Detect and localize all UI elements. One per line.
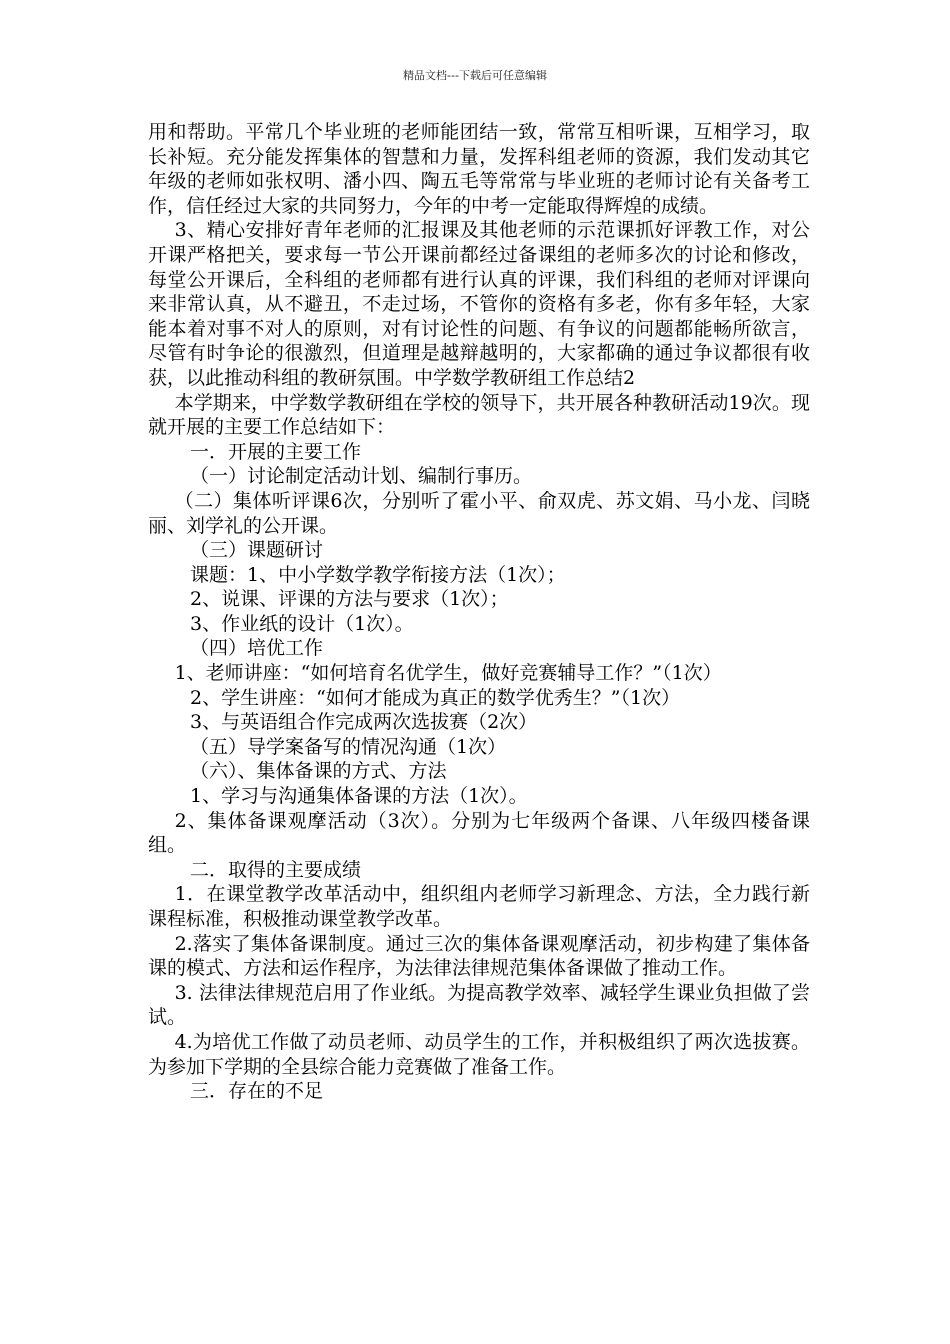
list-item: 课题：1、中小学数学教学衔接方法（1次）； xyxy=(190,563,566,586)
list-item: 3、作业纸的设计（1次）。 xyxy=(190,612,414,635)
section-heading: 一．开展的主要工作 xyxy=(190,440,362,463)
list-item: 1、学习与沟通集体备课的方法（1次）。 xyxy=(190,785,528,808)
page-header: 精品文档---下载后可任意编辑 xyxy=(403,69,547,82)
list-item: 3、与英语组合作完成两次选拔赛（2次） xyxy=(190,711,538,734)
section-heading: 三．存在的不足 xyxy=(190,1080,324,1103)
section-heading: 二．取得的主要成绩 xyxy=(190,858,362,881)
list-item: （三）课题研讨 xyxy=(190,539,324,562)
paragraph: 4.为培优工作做了动员老师、动员学生的工作，并积极组织了两次选拔赛。为参加下学期的全县综合能力竞赛做了准备工作。 xyxy=(148,1030,810,1078)
list-item: 2、学生讲座：“如何才能成为真正的数学优秀生？”（1次） xyxy=(190,686,681,709)
document-body xyxy=(148,120,810,1104)
paragraph: 3、精心安排好青年老师的汇报课及其他老师的示范课抓好评教工作，对公开课严格把关，要求每一节公开课前都经过备课组的老师多次的讨论和修改，每堂公开课后，全科组的老师都有进行认真的评课，我们科组的老师对评课向来非常认真，从不避丑，不走过场，不管你的资格有多老，你有多年轻，大家能本着对事不对人的原则，对有讨论性的问题、有争议的问题都能畅所欲言，尽管有时争论的很激烈，但道理是越辩越明的，大家都确的通过争议都很有收获，以此推动科组的教研氛围。中学数学教研组工作总结2 xyxy=(148,219,810,389)
list-item: （五）导学案备写的情况沟通（1次） xyxy=(190,735,507,758)
list-item: 1、老师讲座：“如何培育名优学生，做好竞赛辅导工作？”（1次） xyxy=(174,662,722,685)
list-item: （二）集体听评课6次，分别听了霍小平、俞双虎、苏文娟、马小龙、闫晓丽、刘学礼的公开课。 xyxy=(148,489,810,537)
paragraph: 2.落实了集体备课制度。通过三次的集体备课观摩活动，初步构建了集体备课的模式、方法和运作程序，为法律法律规范集体备课做了推动工作。 xyxy=(148,932,810,980)
list-item: （四）培优工作 xyxy=(190,637,324,660)
list-item: 2、集体备课观摩活动（3次）。分别为七年级两个备课、八年级四楼备课组。 xyxy=(148,809,810,857)
list-item: 2、说课、评课的方法与要求（1次）； xyxy=(190,588,509,611)
paragraph: 1．在课堂教学改革活动中，组织组内老师学习新理念、方法，全力践行新课程标准，积极推动课堂教学改革。 xyxy=(148,883,810,930)
list-item: （一）讨论制定活动计划、编制行事历。 xyxy=(190,465,533,488)
paragraph: 本学期来，中学数学教研组在学校的领导下，共开展各种教研活动19次。现就开展的主要工作总结如下： xyxy=(148,391,810,439)
paragraph: 用和帮助。平常几个毕业班的老师能团结一致，常常互相听课，互相学习，取长补短。充分能发挥集体的智慧和力量，发挥科组老师的资源，我们发动其它年级的老师如张权明、潘小四、陶五毛等常常与毕业班的老师讨论有关备考工作，信任经过大家的共同努力，今年的中考一定能取得辉煌的成绩。 xyxy=(148,121,810,217)
list-item: （六）、集体备课的方式、方法 xyxy=(190,760,447,783)
paragraph: 3. 法律法律规范启用了作业纸。为提高教学效率、减轻学生课业负担做了尝试。 xyxy=(148,981,810,1029)
